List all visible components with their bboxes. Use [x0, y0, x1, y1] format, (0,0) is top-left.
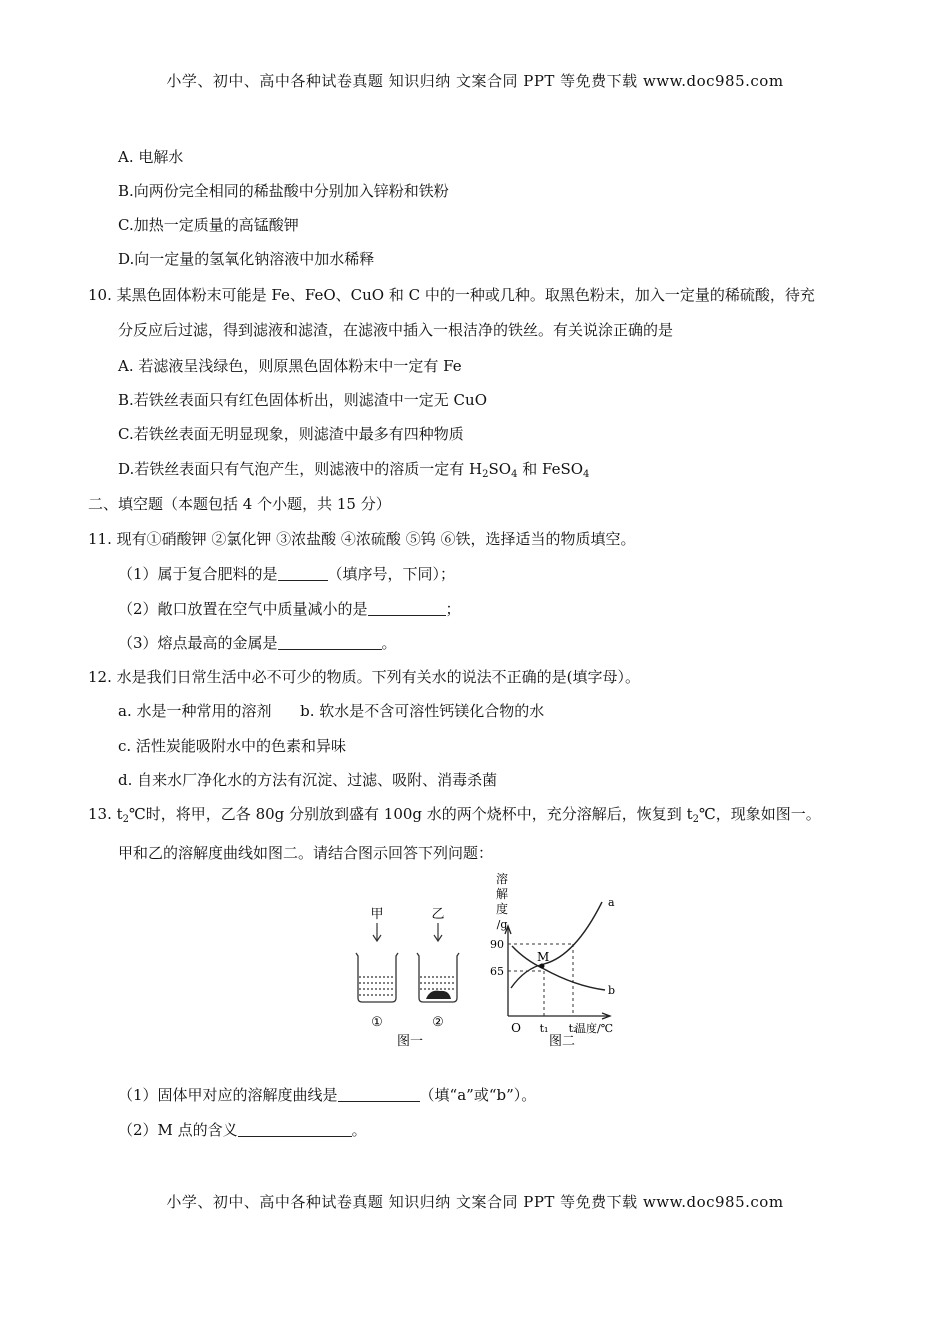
q13-part2: （2）M 点的含义 。	[118, 1121, 367, 1139]
t1-label: t₁	[539, 1022, 549, 1035]
curve-b	[512, 946, 605, 990]
x-axis-label: 温度/℃	[574, 1022, 613, 1035]
point-m-marker	[540, 964, 545, 969]
fig1-caption: 图一	[396, 1034, 424, 1049]
fig2-axes	[505, 926, 610, 1019]
q9-option-c: C.加热一定质量的高锰酸钾	[118, 216, 299, 234]
q13-stem-line1: 13. $t_2℃$时，将甲，乙各 80g 分别放到盛有 100g 水的两个烧杯中，充分溶解后，恢复到 $t_2℃$，现象如图一。	[88, 805, 821, 825]
page-footer: 小学、初中、高中各种试卷真题 知识归纳 文案合同 PPT 等免费下载 www.doc985.com	[166, 1193, 784, 1211]
answer-blank[interactable]	[368, 601, 446, 616]
q10-option-c: C.若铁丝表面无明显现象，则滤渣中最多有四种物质	[118, 425, 464, 443]
q10-stem-line2: 分反应后过滤，得到滤液和滤渣，在滤液中插入一根洁净的铁丝。有关说涂正确的是	[118, 321, 674, 339]
q11-stem: 11. 现有①硝酸钾 ②氯化钾 ③浓盐酸 ④浓硫酸 ⑤钨 ⑥铁，选择适当的物质填空。	[88, 530, 636, 548]
y-tick-90: 90	[490, 938, 504, 951]
y-label-char: 度	[495, 902, 509, 916]
y-label-char: 解	[495, 887, 509, 901]
q13-figures	[340, 868, 640, 1068]
q9-option-a: A. 电解水	[118, 148, 184, 166]
y-label-char: 溶	[495, 872, 509, 886]
answer-blank[interactable]	[278, 635, 382, 650]
q12-stem: 12. 水是我们日常生活中必不可少的物质。下列有关水的说法不正确的是(填字母）。	[88, 668, 640, 686]
arrow-down-icon	[434, 923, 442, 941]
beaker-1	[356, 953, 398, 1002]
q12-options-ab: a. 水是一种常用的溶剂 b. 软水是不含可溶性钙镁化合物的水	[118, 702, 545, 720]
q10-stem-line1: 10. 某黑色固体粉末可能是 Fe、FeO、CuO 和 C 中的一种或几种。取黑色粉末，加入一定量的稀硫酸，待充	[88, 286, 815, 304]
q13-stem-line2: 甲和乙的溶解度曲线如图二。请结合图示回答下列问题：	[118, 844, 494, 862]
label-circle-1: ①	[371, 1015, 383, 1030]
q9-option-d: D.向一定量的氢氧化钠溶液中加水稀释	[118, 250, 375, 268]
label-jia: 甲	[370, 907, 384, 922]
q12-option-c: c. 活性炭能吸附水中的色素和异味	[118, 737, 346, 755]
answer-blank[interactable]	[278, 566, 328, 581]
q10-option-b: B.若铁丝表面只有红色固体析出，则滤渣中一定无 CuO	[118, 391, 487, 409]
answer-blank[interactable]	[238, 1122, 352, 1137]
fig2-caption: 图二	[548, 1034, 576, 1049]
y-tick-65: 65	[490, 965, 504, 978]
origin-label: O	[511, 1021, 521, 1035]
section-title-fill-in: 二、填空题（本题包括 4 个小题，共 15 分）	[88, 495, 391, 513]
q13-part1: （1）固体甲对应的溶解度曲线是 （填“a”或“b”）。	[118, 1086, 537, 1104]
q12-option-d: d. 自来水厂净化水的方法有沉淀、过滤、吸附、消毒杀菌	[118, 771, 498, 789]
arrow-down-icon	[373, 923, 381, 941]
q11-part3: （3）熔点最高的金属是 。	[118, 634, 397, 652]
label-circle-2: ②	[432, 1015, 444, 1030]
q10-option-a: A. 若滤液呈浅绿色，则原黑色固体粉末中一定有 Fe	[118, 357, 462, 375]
curve-a-label: a	[608, 896, 615, 909]
q11-part1: （1）属于复合肥料的是 （填序号，下同）；	[118, 565, 456, 583]
y-label-char: /g	[496, 918, 508, 931]
answer-blank[interactable]	[338, 1087, 420, 1102]
curve-b-label: b	[608, 984, 616, 997]
point-m-label: M	[537, 950, 550, 964]
undissolved-solid	[426, 991, 451, 999]
t2-label: t₂	[568, 1022, 578, 1035]
q11-part2: （2）敞口放置在空气中质量减小的是 ；	[118, 600, 461, 618]
page-header: 小学、初中、高中各种试卷真题 知识归纳 文案合同 PPT 等免费下载 www.doc985.com	[166, 72, 784, 90]
q10-option-d: D.若铁丝表面只有气泡产生，则滤液中的溶质一定有 $H_2SO_4$ 和 FeSO$_4$	[118, 460, 590, 480]
q9-option-b: B.向两份完全相同的稀盐酸中分别加入锌粉和铁粉	[118, 182, 449, 200]
label-yi: 乙	[431, 907, 445, 922]
